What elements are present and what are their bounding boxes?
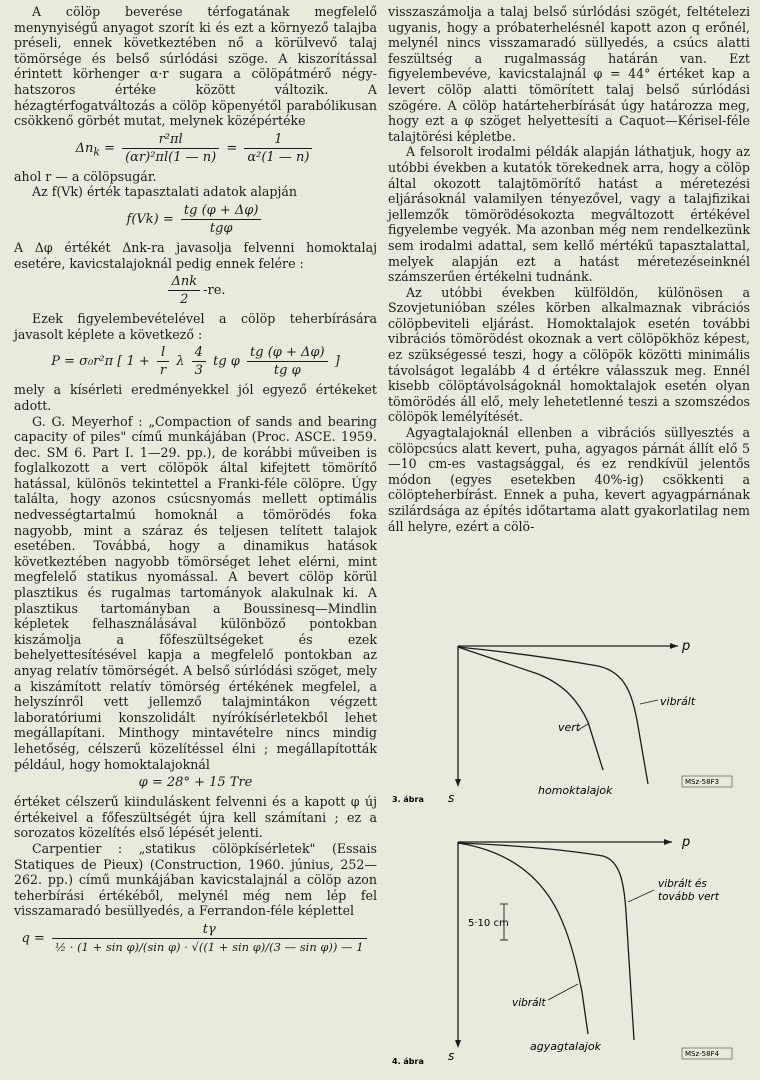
s-label: s: [448, 791, 455, 805]
paragraph: A felsorolt irodalmi példák alapján láthatjuk, hogy az utóbbi években a kutatók törekednek arra, hogy a cölöp által okozott talajtömörítő hatást a méretezési eljárásoknál valamilyen tényezővel, vagy a talajfizikai jellemzők tömörödésokozta megváltozott értékével figyelembe vegyék. Ma azonban még nem rendelkezünk sem irodalmi adattal, sem kellő mértékű tapasztalattal, melyek alapján ezt a hatást méretezéseinknél számszerűen értékelni tudnánk.: [388, 144, 750, 285]
paragraph: visszaszámolja a talaj belső súrlódási szögét, feltételezi ugyanis, hogy a próbaterhelésnél kapott azon q erőnél, melynél nincs visszamaradó süllyedés, a csúcs alatti feszültség a rugalmasság határán van. Ezt figyelembevéve, kavicstalajnál φ = 44° értéket kap a levert cölöp alatti tömörített talaj belső súrlódási szögére. A cölöp határteherbírását úgy határozza meg, hogy ezt a φ szöget helyettesíti a Caquot—Kérisel-féle talajtörési képletbe.: [388, 4, 750, 144]
fraction: [52, 921, 367, 956]
fraction: [157, 344, 169, 379]
scale-label: 5·10 cm: [468, 918, 509, 929]
paragraph: Az f(Vk) érték tapasztalati adatok alapján: [32, 184, 297, 200]
figure-code: MSz-58F3: [685, 778, 720, 786]
eq-part: tg φ: [213, 354, 240, 370]
p-label: p: [682, 835, 691, 850]
curve-vibralt: [458, 647, 648, 784]
eq-suffix: -re.: [203, 283, 226, 299]
equation-ferrandon: [14, 921, 377, 956]
paragraph: A Δφ értékét Δnk-ra javasolja felvenni homoktalaj esetére, kavicstalajoknál pedig ennek felére :: [14, 239, 377, 271]
s-arrow-icon: [455, 779, 461, 787]
left-column: [14, 4, 377, 959]
eq-subscript: k: [93, 145, 100, 159]
numerator: 4: [192, 344, 206, 362]
paragraph: A cölöp beverése térfogatának megfelelő menynyiségű anyagot szorít ki és ezt a környező talajba préseli, ennek következtében nő a körülvevő talaj tömörsége és belső súrlódási szöge. A kiszorítással érintett körhenger α·r sugara a cölöpátmérő négy-hatszoros értéke között változik. A hézagtérfogatváltozás a cölöp köpenyétől parabólikusan csökkenő görbét mutat, melynek középértéke: [14, 4, 377, 129]
paragraph: Agyagtalajoknál ellenben a vibrációs süllyesztés a cölöpcsúcs alatt kevert, puha, agyagos párnát állít elő 5—10 cm-es vastagsággal, és ez rendkívül jelentős módon (egyes esetekben 40%-ig) csökkenti a cölöpteherbírást. Ennek a puha, kevert agyagpárnának szilárdsága az építés időtartama alatt gyakorlatilag nem áll helyre, ezért a cölö-: [388, 425, 750, 534]
denominator: r: [159, 363, 167, 379]
figure-caption: 3. ábra: [392, 795, 424, 804]
figure-4: [388, 812, 750, 1074]
figure-4-diagram: [388, 812, 750, 1074]
eq-sign: =: [226, 140, 238, 156]
figure-3: [388, 612, 750, 812]
subject-label: homoktalajok: [538, 784, 613, 797]
numerator: tg (φ + Δφ): [181, 202, 262, 220]
figure-caption: 4. ábra: [392, 1057, 424, 1066]
eq-part: λ: [176, 354, 185, 370]
denominator: ½ · (1 + sin φ)/(sin φ) · √((1 + sin φ)/(3 — sin φ)) — 1: [54, 939, 364, 954]
denominator: tg φ: [273, 363, 301, 379]
s-arrow-icon: [455, 1040, 461, 1048]
numerator: 1: [244, 131, 312, 149]
paragraph: G. G. Meyerhof : „Compaction of sands and bearing capacity of piles" című munkájában (Proc. ASCE. 1959. dec. SM 6. Part I. 1—29. pp.), de korábbi műveiben is foglalkozott a vert cölöpök által kifejtett tömörítő hatással, különös tekintettel a Franki-féle cölöpre. Úgy találta, hogy azonos csúcsnyomás mellett optimális nedvességtartalmú homoknál a tömörödés foka nagyobb, mint a száraz és teljesen telített talajok esetében. Továbbá, hogy a dinamikus hatások következtében nagyobb tömörséget lehet elérni, mint megfelelő statikus nyomással. A bevert cölöp körül plasztikus és rugalmas tartományok alakulnak ki. A plasztikus tartományban a Boussinesq—Mindlin képletek felhasználásával különböző pontokban kiszámolja a főfeszültségeket és ezek behelyettesítésével kapja a megfelelő pontokban az anyag relatív tömörségét. A belső súrlódási szöget, mely a kiszámított relatív tömörség értékének megfelel, a helyszínről vett jellemző talajmintákon végzett laboratóriumi konszolidált nyírókísérletekből lehet megállapítani. Minthogy mintavételre nincs mindig lehetőség, célszerű közelítéssel élni ; megállapították például, hogy homoktalajoknál: [14, 413, 377, 772]
eq-part: P = σ₀r²π [ 1 +: [51, 354, 154, 370]
label-vert: vert: [558, 721, 581, 734]
denominator: tgφ: [209, 220, 233, 236]
leader-line: [548, 984, 578, 1000]
fraction: [192, 344, 206, 379]
label-vibralt-es: vibrált és: [658, 878, 707, 890]
leader-line: [640, 700, 658, 704]
equation-phi: φ = 28° + 15 Tre: [138, 775, 253, 791]
equation-delta-n: [14, 131, 377, 166]
subject-label: agyagtalajok: [530, 1040, 601, 1053]
eq-lhs: f(Vk) =: [126, 211, 174, 227]
curve-vibralt-es-tovabb-vert: [458, 843, 634, 1040]
paragraph: értéket célszerű kiinduláskent felvenni és a kapott φ új értékeivel a főfeszültségét újra kell számítani ; ez a sorozatos közelítés első lépését jelenti.: [14, 794, 377, 841]
paragraph: ahol r — a cölöpsugár.: [14, 168, 157, 184]
p-arrow-icon: [670, 643, 678, 649]
fraction: [181, 202, 262, 237]
denominator: 3: [194, 363, 203, 379]
fraction: [244, 131, 312, 166]
paragraph: Ezek figyelembevételével a cölöp teherbírására javasolt képlete a következő :: [14, 311, 377, 342]
paragraph: Az utóbbi években külföldön, különösen a Szovjetunióban széles körben alkalmaznak vibrációs cölöpbeviteli eljárást. Homoktalajok esetén további vibrációs tömörödést okoznak a vert cölöpökhöz képest, ez szükségessé teszi, hogy a cölöpök közötti minimális távolságot legalább 4 d értékre válasszuk meg. Ennél kisebb cölöptávolságoknál homoktalajok esetén olyan tömörödés áll elő, mely lehetetlenné teszi a szomszédos cölöpök lemélyítését.: [388, 284, 750, 425]
denominator: α²(1 — n): [247, 149, 310, 165]
fraction: [168, 273, 200, 308]
paragraph: mely a kísérleti eredményekkel jól egyező értékeket adott.: [14, 382, 377, 413]
numerator: Δnk: [168, 273, 200, 291]
right-column: [388, 4, 750, 534]
equation-bearing: [14, 344, 377, 379]
eq-symbol: Δn: [75, 140, 94, 156]
fraction: [122, 131, 219, 166]
figure-code: MSz-58F4: [685, 1050, 720, 1058]
eq-lhs: q =: [21, 930, 45, 946]
eq-part: ]: [334, 354, 340, 370]
paragraph: Carpentier : „statikus cölöpkísérletek" (Essais Statiques de Pieux) (Construction, 1960. június, 252—262. pp.) című munkájában kavicstalajnál a cölöp azon teherbírási értékéből, melynél még nem lép fel visszamaradó besüllyedés, a Ferrandon-féle képlettel: [14, 840, 377, 919]
label-vibralt: vibrált: [660, 695, 696, 708]
s-label: s: [448, 1049, 455, 1063]
numerator: l: [157, 344, 169, 362]
fraction: [247, 344, 328, 379]
label-tovabb-vert: tovább vert: [658, 891, 719, 903]
leader-line: [628, 890, 654, 902]
figure-3-diagram: [388, 612, 750, 812]
numerator: r²πl: [122, 131, 219, 149]
equation-f-vk: [14, 202, 377, 237]
curve-vert: [458, 647, 603, 770]
p-arrow-icon: [664, 839, 672, 845]
denominator: (αr)²πl(1 — n): [125, 149, 217, 165]
numerator: tγ: [52, 921, 367, 939]
eq-sign: =: [104, 140, 115, 156]
numerator: tg (φ + Δφ): [247, 344, 328, 362]
equation-half: [14, 273, 377, 308]
denominator: 2: [180, 292, 189, 308]
label-vibralt: vibrált: [512, 997, 546, 1009]
p-label: p: [682, 639, 691, 654]
